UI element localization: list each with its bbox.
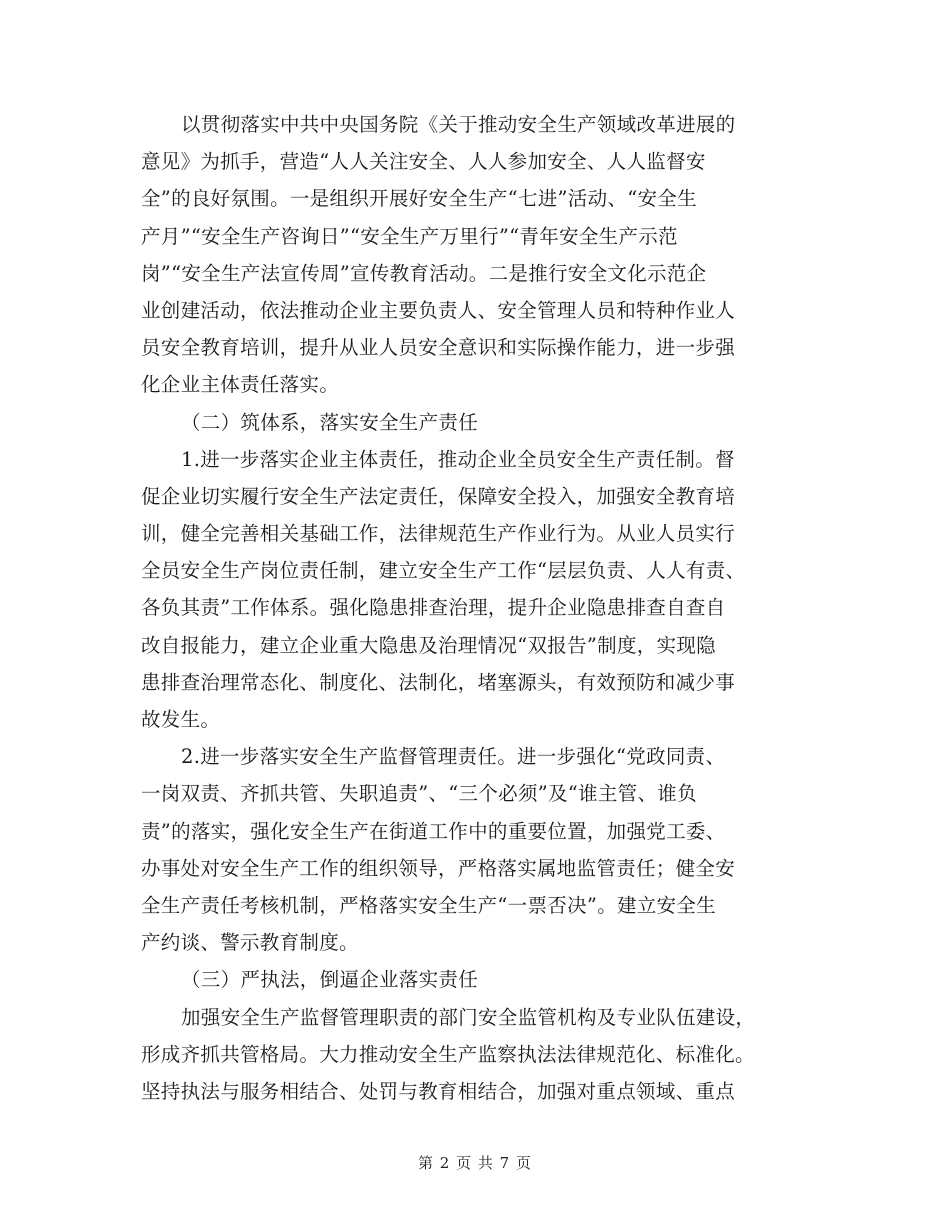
text-line: 改自报能力，建立企业重大隐患及治理情况“双报告”制度，实现隐 — [141, 633, 716, 657]
text-line: 责”的落实，强化安全生产在街道工作中的重要位置，加强党工委、 — [141, 819, 726, 843]
text-line: 训，健全完善相关基础工作，法律规范生产作业行为。从业人员实行 — [141, 522, 736, 546]
text-line: 化企业主体责任落实。 — [141, 373, 340, 397]
text-line: 办事处对安全生产工作的组织领导，严格落实属地监管责任；健全安 — [141, 856, 736, 880]
text-line: 坚持执法与服务相结合、处罚与教育相结合，加强对重点领域、重点 — [141, 1079, 736, 1103]
text-line: 加强安全生产监督管理职责的部门安全监管机构及专业队伍建设， — [181, 1005, 756, 1029]
text-line: 2.进一步落实安全生产监督管理责任。进一步强化“党政同责、 — [181, 745, 726, 769]
text-line: 故发生。 — [141, 708, 221, 731]
text-line: 各负其责”工作体系。强化隐患排查治理，提升企业隐患排查自查自 — [141, 596, 726, 620]
text-line: 患排查治理常态化、制度化、法制化，堵塞源头，有效预防和减少事 — [141, 670, 736, 694]
text-line: 全员安全生产岗位责任制，建立安全生产工作“层层负责、人人有责、 — [141, 559, 746, 583]
text-line: 业创建活动，依法推动企业主要负责人、安全管理人员和特种作业人 — [141, 298, 736, 322]
text-line: 促企业切实履行安全生产法定责任，保障安全投入，加强安全教育培 — [141, 484, 736, 508]
text-line: 以贯彻落实中共中央国务院《关于推动安全生产领域改革进展的 — [181, 113, 736, 136]
text-line: 全”的良好氛围。一是组织开展好安全生产“七进”活动、“安全生 — [141, 187, 697, 211]
page-number-footer: 第 2 页 共 7 页 — [418, 1154, 532, 1172]
text-line: 岗”“安全生产法宣传周”宣传教育活动。二是推行安全文化示范企 — [141, 261, 707, 285]
text-line: （二）筑体系，落实安全生产责任 — [181, 410, 479, 434]
text-line: 意见》为抓手，营造“人人关注安全、人人参加安全、人人监督安 — [141, 150, 706, 174]
text-line: 产月”“安全生产咨询日”“安全生产万里行”“青年安全生产示范 — [141, 224, 678, 248]
text-line: 产约谈、警示教育制度。 — [141, 931, 359, 955]
document-body — [141, 106, 806, 1110]
text-line: 形成齐抓共管格局。大力推动安全生产监察执法法律规范化、标准化。 — [141, 1042, 755, 1066]
text-line: 1.进一步落实企业主体责任，推动企业全员安全生产责任制。督 — [181, 447, 735, 471]
text-line: 员安全教育培训，提升从业人员安全意识和实际操作能力，进一步强 — [141, 336, 736, 360]
text-line: 一岗双责、齐抓共管、失职追责”、“三个必须”及“谁主管、谁负 — [141, 782, 697, 806]
text-line: 全生产责任考核机制，严格落实安全生产“一票否决”。建立安全生 — [141, 893, 716, 917]
text-line: （三）严执法，倒逼企业落实责任 — [181, 968, 479, 992]
